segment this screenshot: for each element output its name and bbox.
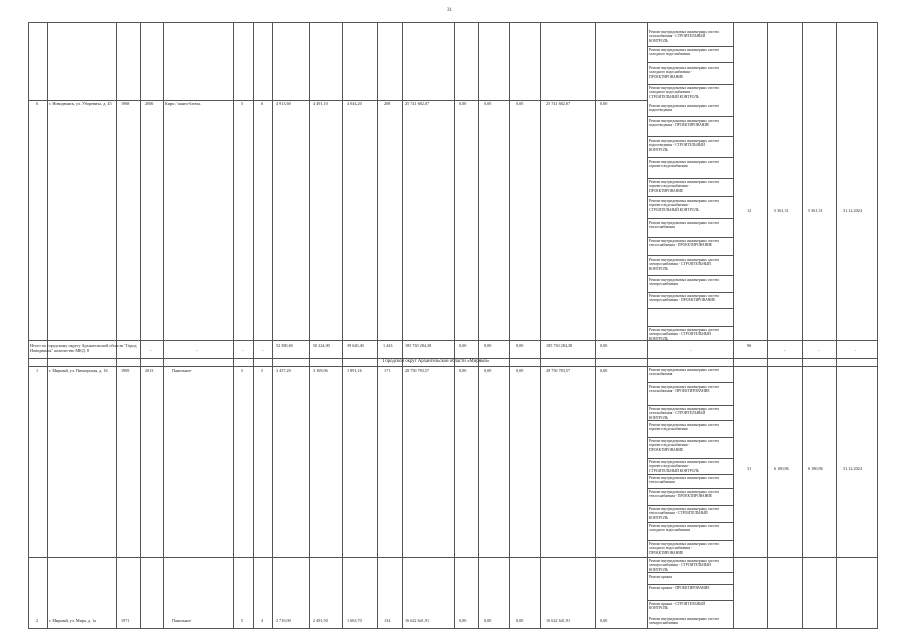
work-item: Ремонт внутридомовых инженерных систем горячего водоснабжения - ПРОЕКТИРОВАНИЕ: [649, 439, 719, 452]
work-item: Ремонт внутридомовых инженерных систем водоотведения: [649, 104, 719, 113]
residents: 208: [384, 101, 391, 106]
cost-total: 16 622 641,91: [405, 618, 430, 623]
total-count: 96: [747, 343, 752, 348]
floors: 5: [241, 101, 244, 106]
area-total: 3 457,20: [276, 368, 291, 373]
cost-other: 0,00: [600, 101, 608, 106]
area-residential: 4 044,20: [347, 101, 362, 106]
work-item: Ремонт внутридомовых инженерных систем газоснабжения - СТРОИТЕЛЬНЫЙ КОНТРОЛЬ: [649, 407, 719, 420]
work-item: Ремонт внутридомовых инженерных систем теплоснабжения - ПРОЕКТИРОВАНИЕ: [649, 239, 719, 248]
cost-owners: 16 622 641,91: [546, 618, 571, 623]
row-number: 6: [36, 101, 39, 106]
unit-cost: 6 180,86: [774, 466, 789, 471]
cost-other: 0,00: [600, 618, 608, 623]
work-item: Ремонт внутридомовых инженерных систем холодного водоснабжения: [649, 48, 719, 57]
total-c2: 0,00: [484, 343, 492, 348]
total-work: -: [690, 348, 692, 353]
total-label: Итого по городскому округу Архангельской области "Город Новодвинск" количество МКД: 8: [30, 343, 137, 353]
total-dash: -: [196, 348, 198, 353]
cost-other: 0,00: [600, 368, 608, 373]
cost-federal: 0,00: [459, 368, 467, 373]
total-cost-main: 185 730 284,38: [546, 343, 573, 348]
unit-cost: 5 361,31: [774, 208, 789, 213]
work-item: Ремонт внутридомовых инженерных систем электроснабжения: [649, 278, 719, 287]
deadline: 31.12.2024: [843, 466, 862, 471]
work-item: Ремонт крыши - СТРОИТЕЛЬНЫЙ КОНТРОЛЬ: [649, 602, 706, 611]
work-item: Ремонт внутридомовых инженерных систем электроснабжения - ПРОЕКТИРОВАНИЕ: [649, 294, 719, 303]
work-item: Ремонт внутридомовых инженерных систем газоснабжения - ПРОЕКТИРОВАНИЕ: [649, 385, 719, 394]
address: г. Новодвинск, ул. Уборевича, д. 45: [49, 101, 112, 106]
unit-cost-limit: 5 361,31: [808, 208, 823, 213]
total-dash: -: [150, 348, 152, 353]
work-item: Ремонт внутридомовых инженерных систем теплоснабжения - ПРОЕКТИРОВАНИЕ: [649, 490, 719, 499]
work-item: Ремонт внутридомовых инженерных систем теплоснабжения: [649, 221, 719, 230]
work-item: Ремонт внутридомовых инженерных систем электроснабжения - СТРОИТЕЛЬНЫЙ КОНТРОЛЬ: [649, 258, 719, 271]
area-residential: 1 891,16: [347, 368, 362, 373]
year-built: 1968: [121, 101, 130, 106]
cost-federal: 0,00: [459, 101, 467, 106]
residents: 171: [384, 368, 391, 373]
work-item: Ремонт внутридомовых инженерных систем горячего водоснабжения - СТРОИТЕЛЬНЫЙ КОНТРОЛЬ: [649, 460, 719, 473]
work-item: Ремонт внутридомовых инженерных систем теплоснабжения: [649, 476, 719, 485]
address: г. Мирный, ул. Пионерская, д. 16: [49, 368, 108, 373]
material: Кирп / панел-блочн.: [165, 101, 201, 106]
total-dash: -: [262, 348, 264, 353]
total-c1: 0,00: [459, 343, 467, 348]
entrances: 6: [261, 101, 264, 106]
total-cost: 185 730 284,38: [405, 343, 432, 348]
deadline: 31.12.2024: [843, 208, 862, 213]
work-count: 12: [747, 208, 752, 213]
area-living: 2 491,50: [313, 618, 328, 623]
total-area: 52 580,60: [276, 343, 293, 348]
work-item: Ремонт внутридомовых инженерных систем холодного водоснабжения - ПРОЕКТИРОВАНИЕ: [649, 542, 719, 555]
work-item: Ремонт внутридомовых инженерных систем электроснабжения: [649, 617, 719, 626]
work-item: Ремонт внутридомовых инженерных систем газоснабжения: [649, 368, 719, 377]
year-built: 1969: [121, 368, 130, 373]
cost-total: 28 750 783,57: [405, 368, 430, 373]
floors: 5: [241, 618, 244, 623]
area-residential: 1 663,70: [347, 618, 362, 623]
total-area-living: 50 224,00: [313, 343, 330, 348]
work-item: Ремонт внутридомовых инженерных систем горячего водоснабжения: [649, 423, 719, 432]
year-built: 1971: [121, 618, 130, 623]
work-item: Ремонт внутридомовых инженерных систем горячего водоснабжения - СТРОИТЕЛЬНЫЙ КОНТРОЛЬ: [649, 199, 719, 212]
cost-local: 0,00: [516, 101, 524, 106]
work-item: Ремонт внутридомовых инженерных систем холодного водоснабжения - ПРОЕКТИРОВАНИЕ: [649, 66, 719, 79]
cost-owners: 25 741 682,07: [546, 101, 571, 106]
area-living: 4 491,10: [313, 101, 328, 106]
area-total: 4 913,60: [276, 101, 291, 106]
work-item: Ремонт внутридомовых инженерных систем водоотведения - ПРОЕКТИРОВАНИЕ: [649, 119, 719, 128]
total-dash: -: [784, 348, 786, 353]
total-dash: -: [855, 348, 857, 353]
work-item: Ремонт внутридомовых инженерных систем холодного водоснабжения: [649, 524, 719, 533]
work-item: Ремонт внутридомовых инженерных систем теплоснабжения - СТРОИТЕЛЬНЫЙ КОНТРОЛЬ: [649, 507, 719, 520]
floors: 5: [241, 368, 244, 373]
total-residents: 1 443: [383, 343, 393, 348]
total-area-res: 39 620,40: [347, 343, 364, 348]
row-number: 1: [36, 368, 39, 373]
page-number: 31: [447, 8, 452, 13]
total-c4: 0,00: [600, 343, 608, 348]
cost-regional: 0,00: [484, 101, 492, 106]
work-count: 31: [747, 466, 752, 471]
material: Панельное: [172, 618, 192, 623]
year-repair: 2006: [145, 101, 154, 106]
cost-regional: 0,00: [484, 618, 492, 623]
entrances: 4: [261, 618, 264, 623]
work-item: Ремонт крыши - ПРОЕКТИРОВАНИЕ: [649, 586, 710, 590]
residents: 134: [384, 618, 391, 623]
cost-local: 0,00: [516, 368, 524, 373]
material: Панельное: [172, 368, 192, 373]
total-c3: 0,00: [516, 343, 524, 348]
cost-total: 25 741 682,07: [405, 101, 430, 106]
section-title: Городской округ Архангельской области «Мирный»: [383, 359, 490, 364]
work-item: Ремонт крыши: [649, 575, 673, 579]
year-repair: 2013: [145, 368, 154, 373]
cost-owners: 28 750 783,57: [546, 368, 571, 373]
work-item: Ремонт внутридомовых инженерных систем холодного водоснабжения - СТРОИТЕЛЬНЫЙ КОНТРОЛЬ: [649, 86, 719, 99]
cost-local: 0,00: [516, 618, 524, 623]
work-item: Ремонт внутридомовых инженерных систем электроснабжения - СТРОИТЕЛЬНЫЙ КОНТРОЛЬ: [649, 559, 719, 572]
address: г. Мирный, ул. Мира, д. 1а: [49, 618, 97, 623]
work-item: Ремонт внутридомовых инженерных систем горячего водоснабжения - ПРОЕКТИРОВАНИЕ: [649, 180, 719, 193]
entrances: 5: [261, 368, 264, 373]
work-item: Ремонт внутридомовых инженерных систем водоотведения - СТРОИТЕЛЬНЫЙ КОНТРОЛЬ: [649, 139, 719, 152]
total-dash: -: [242, 348, 244, 353]
row-number: 2: [36, 618, 39, 623]
cost-federal: 0,00: [459, 618, 467, 623]
work-item: Ремонт внутридомовых инженерных систем газоснабжения - СТРОИТЕЛЬНЫЙ КОНТРОЛЬ: [649, 30, 719, 43]
unit-cost-limit: 6 180,86: [808, 466, 823, 471]
total-dash: -: [818, 348, 820, 353]
work-item: Ремонт внутридомовых инженерных систем электроснабжения - СТРОИТЕЛЬНЫЙ КОНТРОЛЬ: [649, 328, 719, 341]
area-living: 3 169,06: [313, 368, 328, 373]
area-total: 2 710,00: [276, 618, 291, 623]
work-item: Ремонт внутридомовых инженерных систем горячего водоснабжения: [649, 160, 719, 169]
cost-regional: 0,00: [484, 368, 492, 373]
